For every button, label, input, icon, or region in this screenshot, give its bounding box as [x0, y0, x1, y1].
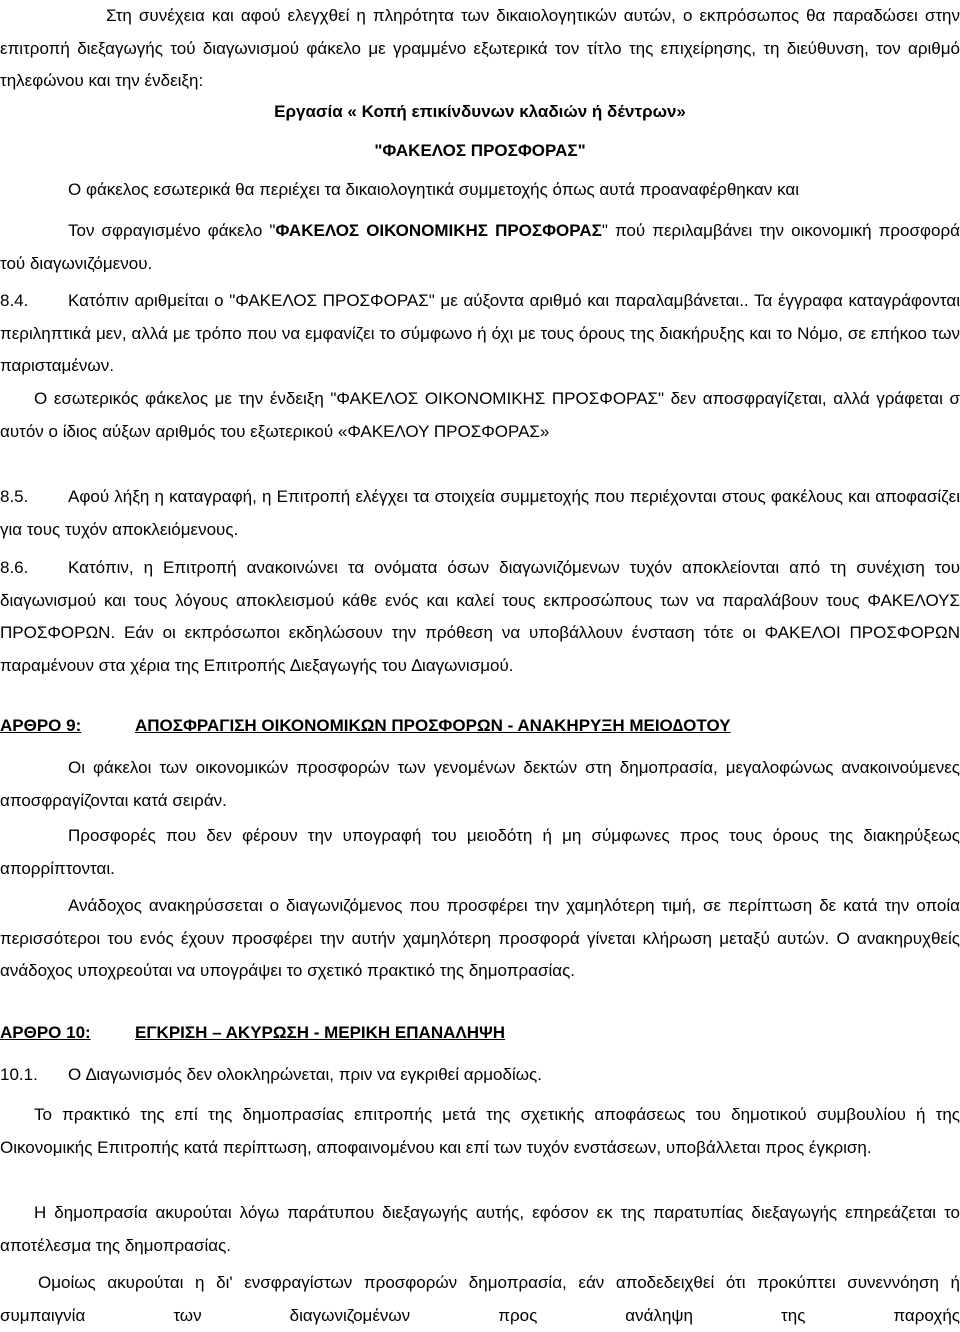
section-number: 8.5. [0, 487, 29, 506]
section-number: 8.4. [0, 291, 29, 310]
article-10-heading [0, 1017, 506, 1049]
article-9-title: ΑΠΟΣΦΡΑΓΙΣΗ ΟΙΚΟΝΟΜΙΚΩΝ ΠΡΟΣΦΟΡΩΝ - ΑΝΑΚΗΡΥΞΗ ΜΕΙΟ∆ΟΤΟΥ [135, 716, 731, 735]
paragraph-rejected [0, 820, 960, 885]
paragraph-contents-text: Ο φάκελος εσωτερικά θα περιέχει τα δικαιολογητικά συμμετοχής όπως αυτά προαναφέρθηκαν και [68, 180, 799, 199]
section-8-4-text: Κατόπιν αριθμείται ο "ΦΑΚΕΛΟΣ ΠΡΟΣΦΟΡΑΣ" με αύξοντα αριθμό και παραλαμβάνεται.. Τα έγγραφα καταγράφονται περιληπτικά μεν, αλλά με τρόπο που να εμφανίζει το σύμφωνο ή όχι με τους όρους της διακήρυξης και το Νόμο, σε επήκοο των παρισταμένων. [0, 291, 960, 375]
section-8-4 [0, 285, 960, 383]
paragraph-sealed-folder [0, 215, 960, 280]
article-10-title: ΕΓΚΡΙΣΗ – ΑΚΥΡΩΣΗ - ΜΕΡΙΚΗ ΕΠΑΝΑΛΗΨΗ [135, 1023, 506, 1042]
paragraph-intro-text: Στη συνέχεια και αφού ελεγχθεί η πληρότητα των δικαιολογητικών αυτών, ο εκπρόσωπος θα παραδώσει στην επιτροπή διεξαγωγής τού διαγωνισμού φάκελο με γραμμένο εξωτερικά τον τίτλο της επιχείρησης, τη διεύθυνση, τον αριθμό τηλεφώνου και την ένδειξη: [0, 6, 960, 90]
paragraph-contractor-text: Ανάδοχος ανακηρύσσεται ο διαγωνιζόμενος που προσφέρει την χαμηλότερη τιμή, σε περίπτωση δε κατά την οποία περισσότεροι του ενός έχουν προσφέρει την αυτήν χαμηλότερη προσφορά γίνεται κλήρωση μεταξύ αυτών. Ο ανακηρυχθείς ανάδοχος υποχρεούται να υπογράψει το σχετικό πρακτικό της δημοπρασίας. [0, 896, 960, 980]
paragraph-intro [0, 0, 960, 98]
article-9-label: ΑΡΘΡΟ 9: [0, 716, 82, 735]
section-10-1 [0, 1059, 960, 1092]
paragraph-collusion-text: Ομοίως ακυρούται η δι' ενσφραγίστων προσφορών δημοπρασία, εάν αποδεδειχθεί ότι προκύπτει συνεννόηση ή συμπαιγνία των διαγωνιζομένων προς ανάληψη της παροχής [0, 1273, 960, 1325]
sealed-folder-bold: ΦΑΚΕΛΟΣ ΟΙΚΟΝΟΜΙΚΗΣ ΠΡΟΣΦΟΡΑΣ [275, 221, 602, 240]
paragraph-approval-text: Το πρακτικό της επί της δημοπρασίας επιτροπής μετά της σχετικής αποφάσεως του δημοτικού συμβουλίου ή της Οικονομικής Επιτροπής κατά περίπτωση, αποφαινομένου και επί των τυχόν ενστάσεων, υποβάλλεται προς έγκριση. [0, 1105, 960, 1157]
section-8-5 [0, 481, 960, 546]
paragraph-rejected-text: Προσφορές που δεν φέρουν την υπογραφή του μειοδότη ή μη σύμφωνες προς τους όρους της διακηρύξεως απορρίπτονται. [0, 826, 960, 878]
paragraph-annulment [0, 1197, 960, 1262]
section-10-1-text: Ο ∆ιαγωνισμός δεν ολοκληρώνεται, πριν να εγκριθεί αρμοδίως. [68, 1065, 542, 1084]
paragraph-opening-text: Οι φάκελοι των οικονομικών προσφορών των γενομένων δεκτών στη δημοπρασία, μεγαλοφώνως ανακοινούμενες αποσφραγίζονται κατά σειράν. [0, 758, 960, 810]
paragraph-approval [0, 1099, 960, 1164]
article-9-heading [0, 710, 731, 742]
section-number: 10.1. [0, 1065, 38, 1084]
paragraph-inner-folder-text: Ο εσωτερικός φάκελος με την ένδειξη "ΦΑΚΕΛΟΣ ΟΙΚΟΝΟΜΙΚΗΣ ΠΡΟΣΦΟΡΑΣ" δεν αποσφραγίζεται, αλλά γράφεται σ αυτόν ο ίδιος αύξων αριθμός του εξωτερικού «ΦΑΚΕΛΟΥ ΠΡΟΣΦΟΡΑΣ» [0, 389, 960, 441]
paragraph-contents [0, 174, 960, 207]
section-8-6 [0, 552, 960, 682]
sealed-folder-text-before: Τον σφραγισμένο φάκελο " [68, 221, 276, 240]
paragraph-opening [0, 752, 960, 817]
section-number: 8.6. [0, 558, 29, 577]
paragraph-inner-folder [0, 383, 960, 448]
sealed-folder-text-after: " πού περιλαμβάνει την οικονομική προσφορά τού διαγωνιζόμενου. [0, 221, 960, 273]
section-8-6-text: Κατόπιν, η Επιτροπή ανακοινώνει τα ονόματα όσων διαγωνιζόμενων τυχόν αποκλείονται από τη συνέχιση του διαγωνισμού και τους λόγους αποκλεισμού κάθε ενός και καλεί τους εκπροσώπους των να παραλάβουν τους ΦΑΚΕΛΟΥΣ ΠΡΟΣΦΟΡΩΝ. Εάν οι εκπρόσωποι εκδηλώσουν την πρόθεση να υποβάλλουν ένσταση τότε οι ΦΑΚΕΛΟΙ ΠΡΟΣΦΟΡΩΝ παραμένουν στα χέρια της Επιτροπής ∆ιεξαγωγής του ∆ιαγωνισμού. [0, 558, 960, 675]
paragraph-collusion [0, 1267, 960, 1332]
article-10-label: ΑΡΘΡΟ 10: [0, 1023, 91, 1042]
section-8-5-text: Αφού λήξη η καταγραφή, η Επιτροπή ελέγχει τα στοιχεία συμμετοχής που περιέχονται στους φακέλους και αποφασίζει για τους τυχόν αποκλειόμενους. [0, 487, 960, 539]
work-title-line: Εργασία « Κοπή επικίνδυνων κλαδιών ή δέντρων» [274, 102, 686, 121]
offer-folder-heading: "ΦΑΚΕΛΟΣ ΠΡΟΣΦΟΡΑΣ" [374, 141, 586, 160]
paragraph-contractor [0, 890, 960, 988]
paragraph-annulment-text: Η δημοπρασία ακυρούται λόγω παράτυπου διεξαγωγής αυτής, εφόσον εκ της παρατυπίας διεξαγωγής επηρεάζεται το αποτέλεσμα της δημοπρασίας. [0, 1203, 960, 1255]
